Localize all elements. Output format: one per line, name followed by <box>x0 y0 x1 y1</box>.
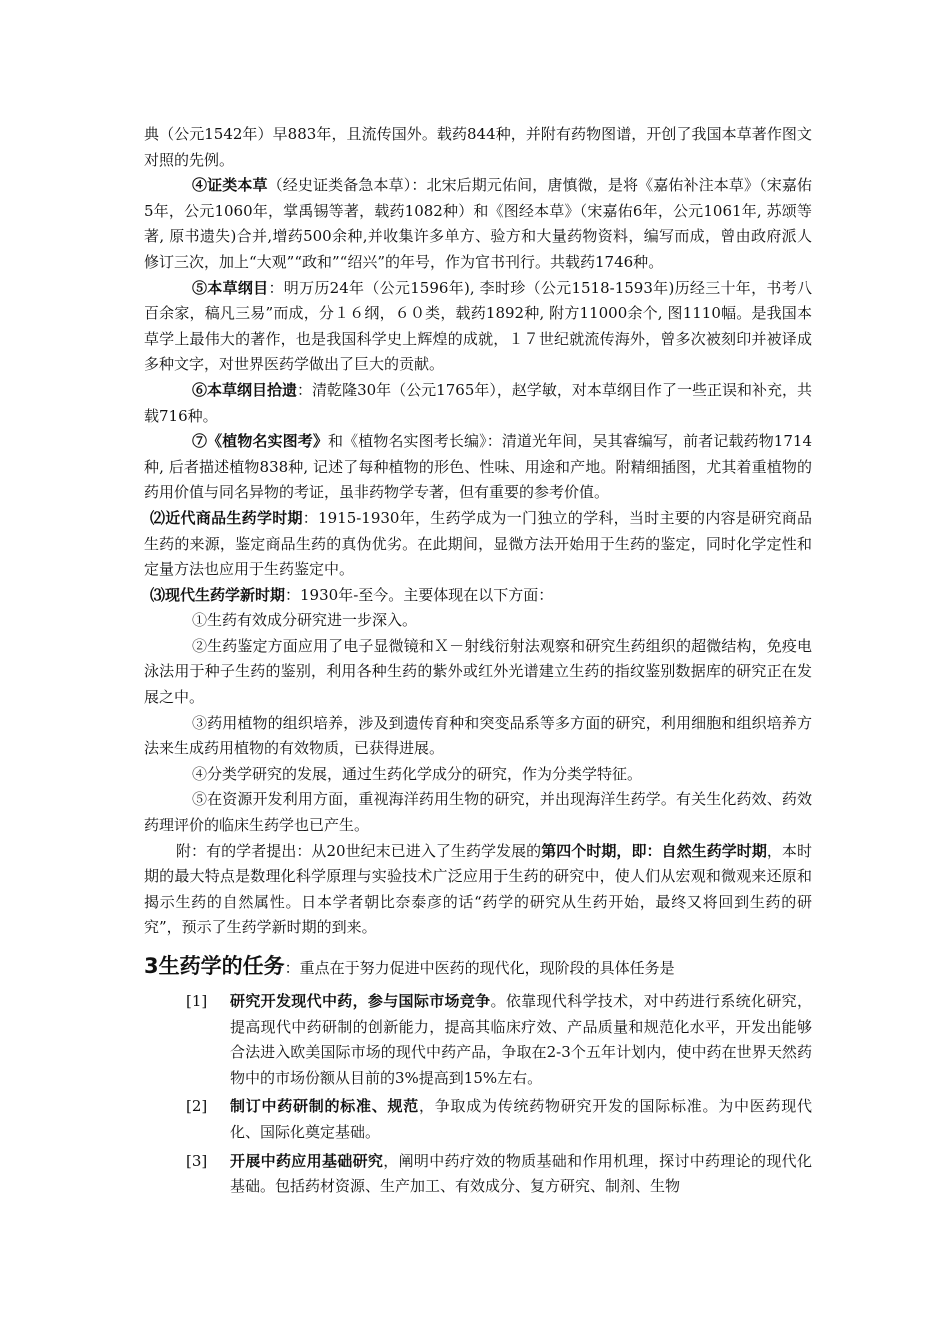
term-heading: ⑥本草纲目拾遗 <box>192 380 298 399</box>
paragraph-text: ，本时期的最大特点是数理化科学原理与实验技术广泛应用于生药的研究中，使人们从宏观和微观来还原和揭示生药的自然属性。日本学者朝比奈泰彦的话“药学的研究从生药开始，最终又将回到生药的研究”，预示了生药学新时期的到来。 <box>144 841 812 937</box>
emphasis-text: 第四个时期，即：自然生药学时期 <box>541 841 767 860</box>
term-heading: ④证类本草 <box>192 176 268 195</box>
term-heading: ⑤本草纲目 <box>192 278 269 297</box>
task-number: [3] <box>186 1151 208 1170</box>
paragraph-text: （经史证类备急本草）：北宋后期元佑间，唐慎微，是将《嘉佑补注本草》（宋嘉佑5年，公元1060年，掌禹锡等著，载药1082种）和《图经本草》（宋嘉佑6年，公元1061年, 苏颂等著, 原书遗失)合并,增药500余种,并收集许多单方、验方和大量药物资料，编写而成，曾由政府派人修订三次，加上“大观”“政和”“绍兴”的年号，作为官书刊行。共载药1746种。 <box>144 176 812 271</box>
list-item: ⑤在资源开发利用方面，重视海洋药用生物的研究，并出现海洋生药学。有关生化药效、药效药理评价的临床生药学也已产生。 <box>144 790 812 835</box>
paragraph-text: 附：有的学者提出：从20世纪末已进入了生药学发展的 <box>176 841 542 860</box>
task-number: [1] <box>186 992 208 1010</box>
document-page <box>144 122 812 1203</box>
paragraph-text: ：1915-1930年，生药学成为一门独立的学科，当时主要的内容是研究商品生药的来源，鉴定商品生药的真伪优劣。在此期间，显微方法开始用于生药的鉴定，同时化学定性和定量方法也应用于生药鉴定中。 <box>144 508 812 579</box>
task-title: 开展中药应用基础研究 <box>230 1151 384 1170</box>
period-heading: ⑶现代生药学新时期 <box>150 585 286 604</box>
task-text: ，阐明中药疗效的物质基础和作用机理，探讨中药理论的现代化基础。包括药材资源、生产加工、有效成分、复方研究、制剂、生物 <box>230 1151 812 1196</box>
paragraph: 典（公元1542年）早883年，且流传国外。载药844种，并附有药物图谱，开创了我国本草著作图文对照的先例。 <box>144 125 812 169</box>
section-intro: ：重点在于努力促进中医药的现代化，现阶段的具体任务是 <box>284 959 675 977</box>
paragraph-appendix-note <box>144 839 812 941</box>
task-text: 。依靠现代科学技术，对中药进行系统化研究，提高现代中药研制的创新能力，提高其临床疗效、产品质量和规范化水平，开发出能够合法进入欧美国际市场的现代中药产品，争取在2-3个五年计划内，使中药在世界天然药物中的市场份额从目前的3%提高到15%左右。 <box>230 992 812 1087</box>
paragraph-text: ：清乾隆30年（公元1765年），赵学敏，对本草纲目作了一些正误和补充，共载716种。 <box>144 380 812 425</box>
paragraph-zhiwu-mingshi-tukao <box>144 429 812 506</box>
list-item: ②生药鉴定方面应用了电子显微镜和Ｘ－射线衍射法观察和研究生药组织的超微结构，免疫电泳法用于种子生药的鉴别，利用各种生药的紫外或红外光谱建立生药的指纹鉴别数据库的研究正在发展之中。 <box>144 636 812 707</box>
task-title: 研究开发现代中药，参与国际市场竞争 <box>230 992 491 1010</box>
task-title: 制订中药研制的标准、规范 <box>230 1097 419 1116</box>
task-item <box>144 989 812 1091</box>
section-title: 3生药学的任务 <box>144 954 285 978</box>
task-item <box>144 1149 812 1200</box>
section-heading <box>144 951 812 983</box>
list-item: ①生药有效成分研究进一步深入。 <box>192 611 418 630</box>
period-heading: ⑵近代商品生药学时期 <box>150 508 303 527</box>
paragraph-contemporary-period <box>144 583 812 609</box>
term-heading: ⑦《植物名实图考》 <box>192 432 328 451</box>
task-text: ，争取成为传统药物研究开发的国际标准。为中医药现代化、国际化奠定基础。 <box>230 1097 812 1141</box>
paragraph-bencao-gangmu <box>144 276 812 378</box>
list-item: ③药用植物的组织培养，涉及到遗传育种和突变品系等多方面的研究，利用细胞和组织培养方法来生成药用植物的有效物质，已获得进展。 <box>144 713 812 758</box>
paragraph-zhenglei-bencao <box>144 173 812 275</box>
list-item: ④分类学研究的发展，通过生药化学成分的研究，作为分类学特征。 <box>192 764 643 783</box>
task-number: [2] <box>186 1097 208 1116</box>
paragraph-bencao-gangmu-shiyi <box>144 378 812 429</box>
paragraph-text: 和《植物名实图考长编》：清道光年间，吴其睿编写，前者记载药物1714种, 后者描述植物838种, 记述了每种植物的形色、性味、用途和产地。附精细插图，尤其着重植物的药用价值与同名异物的考证，虽非药物学专著，但有重要的参考价值。 <box>144 432 812 502</box>
paragraph-text: ：明万历24年（公元1596年), 李时珍（公元1518-1593年)历经三十年，书考八百余家，稿凡三易”而成，分１６纲，６０类，载药1892种, 附方11000余个, 图1110幅。是我国本草学上最伟大的著作，也是我国科学史上辉煌的成就，１７世纪就流传海外，曾多次被刻印并被译成多种文字，对世界医药学做出了巨大的贡献。 <box>144 278 812 374</box>
paragraph-text: ：1930年-至今。主要体现在以下方面： <box>285 585 554 604</box>
paragraph-modern-commercial-period <box>144 506 812 583</box>
task-item <box>144 1094 812 1145</box>
